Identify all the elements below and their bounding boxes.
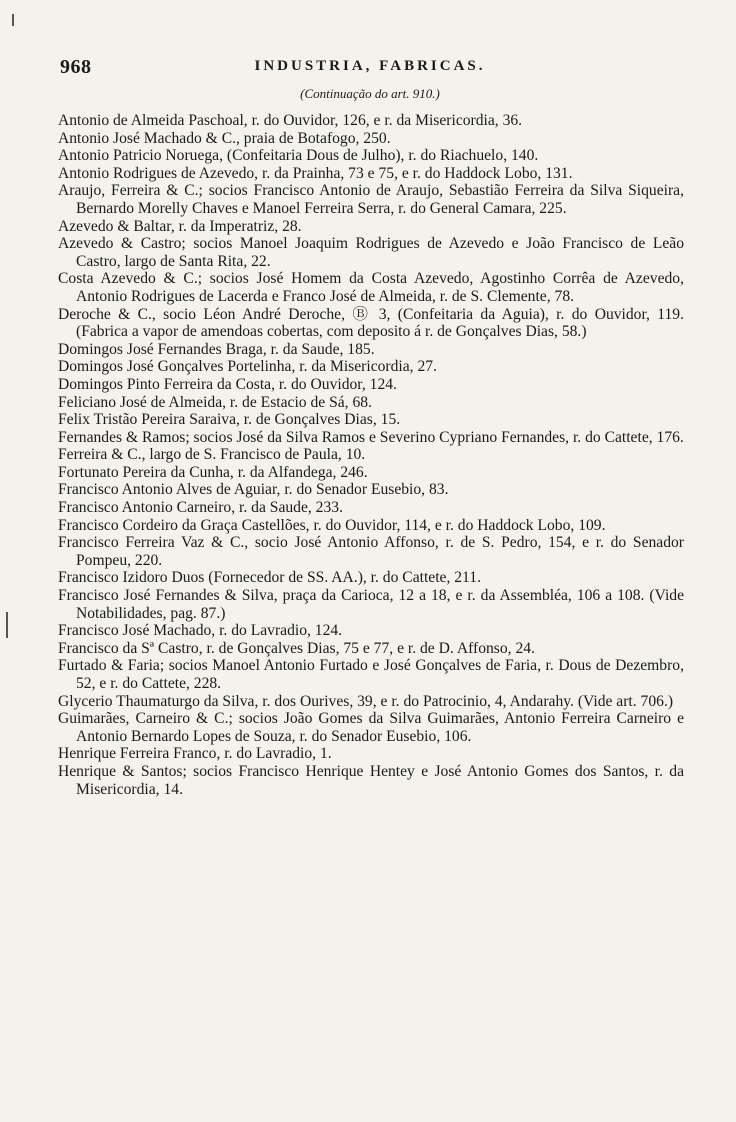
continuation-note: (Continuação do art. 910.) — [300, 86, 440, 101]
directory-entry: Fortunato Pereira da Cunha, r. da Alfandega, 246. — [58, 463, 368, 481]
directory-entry: Antonio Rodrigues de Azevedo, r. da Prainha, 73 e 75, e r. do Haddock Lobo, 131. — [58, 164, 573, 182]
directory-entry: Francisco Ferreira Vaz & C., socio José Antonio Affonso, r. de S. Pedro, 154, e r. do Senador Pompeu, 220. — [58, 534, 684, 569]
directory-entry: Azevedo & Castro; socios Manoel Joaquim Rodrigues de Azevedo e João Francisco de Leão Castro, largo de Santa Rita, 22. — [58, 235, 684, 270]
directory-entry: Domingos Pinto Ferreira da Costa, r. do Ouvidor, 124. — [58, 375, 397, 393]
directory-entry: Francisco Antonio Carneiro, r. da Saude, 233. — [58, 499, 343, 517]
directory-entry: Domingos José Fernandes Braga, r. da Saude, 185. — [58, 340, 375, 358]
directory-entry: Guimarães, Carneiro & C.; socios João Gomes da Silva Guimarães, Antonio Ferreira Carneiro e Antonio Bernardo Lopes de Souza, r. do Senador Eusebio, 106. — [58, 710, 684, 745]
directory-entry: Francisco Izidoro Duos (Fornecedor de SS. AA.), r. do Cattete, 211. — [58, 569, 481, 587]
directory-entry: Antonio Patricio Noruega, (Confeitaria Dous de Julho), r. do Riachuelo, 140. — [58, 147, 539, 165]
directory-entry: Antonio de Almeida Paschoal, r. do Ouvidor, 126, e r. da Misericordia, 36. — [58, 112, 523, 129]
directory-entry: Francisco Antonio Alves de Aguiar, r. do Senador Eusebio, 83. — [58, 481, 449, 499]
directory-entry: Araujo, Ferreira & C.; socios Francisco Antonio de Araujo, Sebastião Ferreira da Silva Siqueira, Bernardo Morelly Chaves e Manoel Ferreira Serra, r. do General Camara, 225. — [58, 182, 684, 217]
directory-entries — [58, 112, 684, 798]
directory-entry: Henrique Ferreira Franco, r. do Lavradio, 1. — [58, 745, 332, 763]
section-title: INDUSTRIA, FABRICAS. — [254, 58, 486, 74]
margin-mark — [12, 14, 14, 26]
directory-entry: Ferreira & C., largo de S. Francisco de Paula, 10. — [58, 446, 366, 464]
directory-entry: Fernandes & Ramos; socios José da Silva Ramos e Severino Cypriano Fernandes, r. do Cattete, 176. — [58, 428, 684, 446]
directory-entry: Costa Azevedo & C.; socios José Homem da Costa Azevedo, Agostinho Corrêa de Azevedo, Antonio Rodrigues de Lacerda e Franco José de Almeida, r. de S. Clemente, 78. — [58, 270, 684, 305]
page-number: 968 — [60, 56, 92, 78]
directory-entry: Domingos José Gonçalves Portelinha, r. da Misericordia, 27. — [58, 358, 437, 376]
page-header — [60, 56, 680, 80]
directory-entry: Azevedo & Baltar, r. da Imperatriz, 28. — [58, 217, 302, 235]
directory-entry: Francisco José Fernandes & Silva, praça da Carioca, 12 a 18, e r. da Assembléa, 106 a 108. (Vide Notabilidades, pag. 87.) — [58, 587, 684, 622]
margin-mark — [6, 612, 8, 638]
directory-entry: Furtado & Faria; socios Manoel Antonio Furtado e José Gonçalves de Faria, r. Dous de Dezembro, 52, e r. do Cattete, 228. — [58, 657, 684, 692]
directory-entry: Felix Tristão Pereira Saraiva, r. de Gonçalves Dias, 15. — [58, 411, 401, 429]
directory-entry: Francisco Cordeiro da Graça Castellões, r. do Ouvidor, 114, e r. do Haddock Lobo, 109. — [58, 516, 606, 534]
directory-entry: Francisco da Sª Castro, r. de Gonçalves Dias, 75 e 77, e r. de D. Affonso, 24. — [58, 639, 535, 657]
directory-entry: Antonio José Machado & C., praia de Botafogo, 250. — [58, 129, 391, 147]
directory-entry: Deroche & C., socio Léon André Deroche, Ⓑ 3, (Confeitaria da Aguia), r. do Ouvidor, 119. (Fabrica a vapor de amendoas cobertas, com deposito á r. de Gonçalves Dias, 58.) — [58, 305, 684, 341]
directory-entry: Glycerio Thaumaturgo da Silva, r. dos Ourives, 39, e r. do Patrocinio, 4, Andarahy. (Vide art. 706.) — [58, 692, 674, 710]
directory-entry: Henrique & Santos; socios Francisco Henrique Hentey e José Antonio Gomes dos Santos, r. da Misericordia, 14. — [58, 762, 684, 798]
directory-entry: Francisco José Machado, r. do Lavradio, 124. — [58, 622, 343, 640]
directory-entry: Feliciano José de Almeida, r. de Estacio de Sá, 68. — [58, 393, 372, 411]
